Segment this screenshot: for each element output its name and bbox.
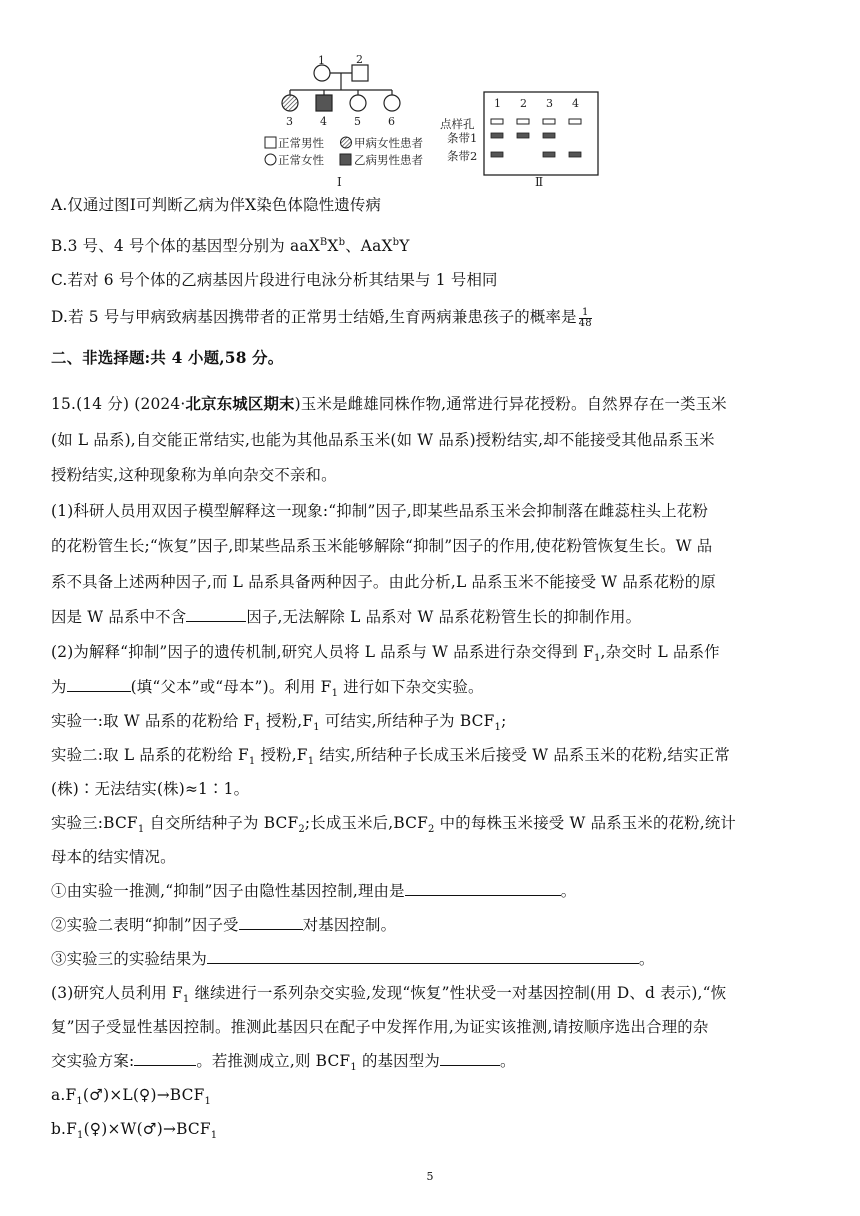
sub-question-3: ③实验三的实验结果为 。 <box>51 950 655 968</box>
q15-line-3: 授粉结实,这种现象称为单向杂交不亲和。 <box>51 466 337 484</box>
pedigree-label-2: 2 <box>356 53 363 66</box>
legend-disease-a-symbol <box>341 137 352 148</box>
pedigree-label-5: 5 <box>354 115 361 128</box>
pedigree-chart <box>290 65 392 95</box>
q15-part1-line-4: 因是 W 品系中不含 因子,无法解除 L 品系对 W 品系花粉管生长的抑制作用。 <box>51 608 642 626</box>
answer-blank-4[interactable] <box>239 915 303 930</box>
figure-area <box>0 0 860 190</box>
pedigree-label-3: 3 <box>286 115 293 128</box>
band1-lane2 <box>517 133 529 138</box>
answer-blank-2[interactable] <box>67 677 131 692</box>
legend-disease-b-symbol <box>340 154 351 165</box>
q15-part3-line-1: (3)研究人员利用 $F_1$ 继续进行一系列杂交实验,发现“恢复”性状受一对基因控制(用 D、d 表示),“恢 <box>51 984 727 1006</box>
q15-part3-line-2: 复”因子受显性基因控制。推测此基因只在配子中发挥作用,为证实该推测,请按顺序选出合理的杂 <box>51 1018 709 1036</box>
figure2-label: Ⅱ <box>535 175 544 189</box>
well-1 <box>491 119 503 124</box>
answer-blank-3[interactable] <box>405 881 561 896</box>
individual-3-disease-a-female <box>282 95 298 111</box>
pedigree-label-1: 1 <box>318 54 325 67</box>
legend-disease-a-female: 甲病女性患者 <box>354 136 423 150</box>
legend-normal-female-symbol <box>265 154 276 165</box>
individual-1-normal-female <box>314 65 330 81</box>
well-3 <box>543 119 555 124</box>
gel-lane-4: 4 <box>572 97 579 110</box>
q15-part3-line-3: 交实验方案: 。若推测成立,则 $BCF_1$ 的基因型为 。 <box>51 1052 516 1074</box>
q15-part2-line-2: 为 (填“父本”或“母本”)。利用 $F_1$ 进行如下杂交实验。 <box>51 678 484 700</box>
gel-row-wells: 点样孔 <box>440 117 475 131</box>
gel-row-band2: 条带2 <box>447 149 478 163</box>
option-a: A.仅通过图Ⅰ可判断乙病为伴X染色体隐性遗传病 <box>51 196 382 214</box>
cross-option-a: $a.F_1(♂)\times L(♀)\to BCF_1$ <box>51 1086 212 1108</box>
individual-2-normal-male <box>352 65 368 81</box>
page-number: 5 <box>426 1170 434 1183</box>
pedigree-label-6: 6 <box>388 115 395 128</box>
legend-disease-b-male: 乙病男性患者 <box>354 153 423 167</box>
band2-lane3 <box>543 152 555 157</box>
figure1-label: Ⅰ <box>337 175 342 189</box>
well-2 <box>517 119 529 124</box>
experiment-2-line-1: 实验二:取 L 品系的花粉给 $F_1$ 授粉$,F_1$ 结实,所结种子长成玉米后接受 W 品系玉米的花粉,结实正常 <box>51 746 730 768</box>
band1-lane3 <box>543 133 555 138</box>
q15-part1-line-2: 的花粉管生长;“恢复”因子,即某些品系玉米能够解除“抑制”因子的作用,使花粉管恢复生长。W 品 <box>51 537 713 555</box>
pedigree-label-4: 4 <box>320 115 327 128</box>
q15-part2-line-1: (2)为解释“抑制”因子的遗传机制,研究人员将 L 品系与 W 品系进行杂交得到 $F_1$,杂交时 L 品系作 <box>51 643 720 665</box>
legend-normal-female: 正常女性 <box>278 153 324 167</box>
answer-blank-6[interactable] <box>134 1051 196 1066</box>
gel-lane-1: 1 <box>494 97 501 110</box>
gel-row-band1: 条带1 <box>447 131 478 145</box>
fraction-1-48: $\frac{1}{48}$ <box>578 306 592 329</box>
q15-line-1: 15.(14 分) (2024·北京东城区期末)玉米是雌雄同株作物,通常进行异花授粉。自然界存在一类玉米 <box>51 395 727 413</box>
sub-question-1: ①由实验一推测,“抑制”因子由隐性基因控制,理由是 。 <box>51 882 577 900</box>
individual-4-disease-b-male <box>316 95 332 111</box>
band1-lane1 <box>491 133 503 138</box>
option-b: B.3 号、4 号个体的基因型分别为 $aaX^BX^b$、AaX$^b$Y <box>51 237 410 256</box>
option-d: D.若 5 号与甲病致病基因携带者的正常男士结婚,生育两病兼患孩子的概率是 $\frac{1}{48}$ <box>51 306 592 329</box>
individual-5-normal-female <box>350 95 366 111</box>
answer-blank-1[interactable] <box>186 607 246 622</box>
band2-lane1 <box>491 152 503 157</box>
individual-6-normal-female <box>384 95 400 111</box>
answer-blank-5[interactable] <box>207 949 639 964</box>
band2-lane4 <box>569 152 581 157</box>
experiment-2-line-2: (株)∶无法结实(株)≈1∶1。 <box>51 780 250 798</box>
sub-question-2: ②实验二表明“抑制”因子受 对基因控制。 <box>51 916 397 934</box>
legend-normal-male: 正常男性 <box>278 136 324 150</box>
experiment-1: 实验一:取 W 品系的花粉给 $F_1$ 授粉$,F_1$ 可结实,所结种子为 $BCF_1$; <box>51 712 507 734</box>
q15-part1-line-1: (1)科研人员用双因子模型解释这一现象:“抑制”因子,即某些品系玉米会抑制落在雌蕊柱头上花粉 <box>51 502 709 520</box>
q15-line-2: (如 L 品系),自交能正常结实,也能为其他品系玉米(如 W 品系)授粉结实,却不能接受其他品系玉米 <box>51 431 715 449</box>
well-4 <box>569 119 581 124</box>
legend-normal-male-symbol <box>265 137 276 148</box>
section-title: 二、非选择题:共 4 小题,58 分。 <box>51 349 284 367</box>
experiment-3-line-2: 母本的结实情况。 <box>51 848 176 866</box>
experiment-3-line-1: 实验三$:BCF_1$ 自交所结种子为 $BCF_2$;长成玉米后$,BCF_2$ 中的每株玉米接受 W 品系玉米的花粉,统计 <box>51 814 737 836</box>
gel-lane-2: 2 <box>520 97 527 110</box>
answer-blank-7[interactable] <box>440 1051 500 1066</box>
q15-part1-line-3: 系不具备上述两种因子,而 L 品系具备两种因子。由此分析,L 品系玉米不能接受 W 品系花粉的原 <box>51 573 716 591</box>
option-c: C.若对 6 号个体的乙病基因片段进行电泳分析其结果与 1 号相同 <box>51 271 498 289</box>
gel-lane-3: 3 <box>546 97 553 110</box>
cross-option-b: $b.F_1(♀)\times W(♂)\to BCF_1$ <box>51 1120 218 1142</box>
